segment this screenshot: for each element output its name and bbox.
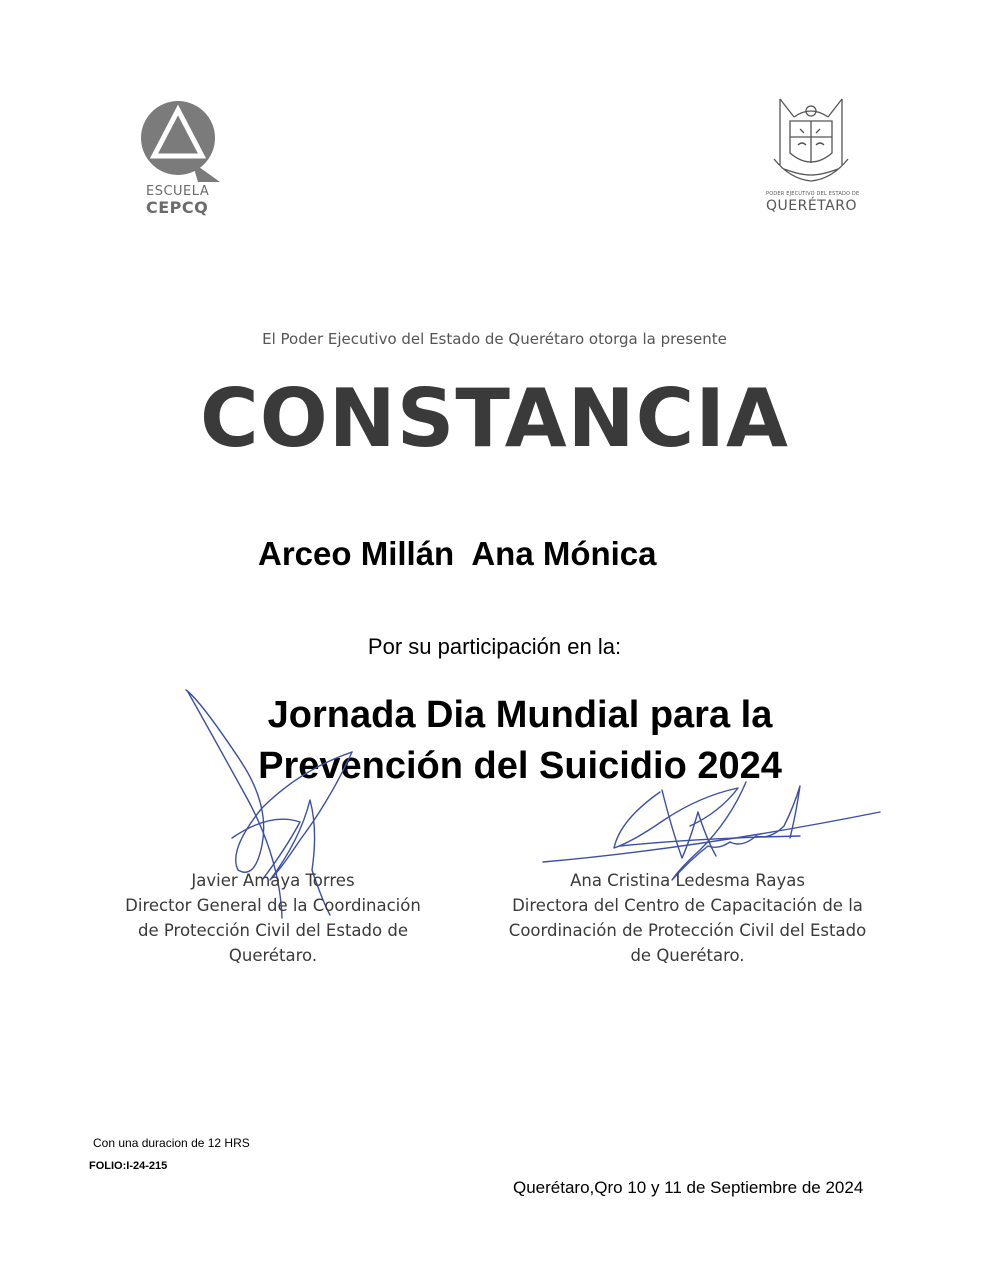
signatory-role: Director General de la Coordinación bbox=[125, 896, 421, 915]
right-signature-stroke bbox=[662, 790, 716, 858]
logo-government-label: PODER EJECUTIVO DEL ESTADO DE bbox=[766, 191, 860, 197]
folio-number: FOLIO:I-24-215 bbox=[89, 1160, 168, 1172]
logo-school-name: CEPCQ bbox=[146, 198, 209, 217]
signatory-right bbox=[495, 868, 880, 968]
certificate-title: CONSTANCIA bbox=[200, 372, 789, 465]
right-signature-stroke bbox=[614, 788, 738, 848]
event-name bbox=[170, 690, 870, 792]
place-and-date: Querétaro,Qro 10 y 11 de Septiembre de 2024 bbox=[513, 1178, 864, 1197]
signatory-role: Directora del Centro de Capacitación de la bbox=[512, 896, 863, 915]
signatory-role: Querétaro. bbox=[228, 946, 318, 965]
signatory-name: Javier Amaya Torres bbox=[191, 871, 355, 890]
course-duration: Con una duracion de 12 HRS bbox=[93, 1136, 250, 1150]
signatory-role: de Protección Civil del Estado de bbox=[138, 921, 408, 940]
signatory-role: de Querétaro. bbox=[630, 946, 745, 965]
participation-text: Por su participación en la: bbox=[367, 634, 622, 659]
signatory-role: Coordinación de Protección Civil del Estado bbox=[508, 921, 867, 940]
right-signature-stroke bbox=[543, 812, 880, 862]
signatory-left bbox=[108, 868, 438, 968]
state-coat-of-arms-icon bbox=[760, 95, 860, 187]
recipient-name: Arceo Millán Ana Mónica bbox=[258, 535, 657, 572]
signatory-name: Ana Cristina Ledesma Rayas bbox=[570, 871, 805, 890]
event-name-line1: Jornada Dia Mundial para la bbox=[267, 694, 773, 736]
right-signature-stroke bbox=[672, 782, 800, 880]
certificate-intro: El Poder Ejecutivo del Estado de Querétaro otorga la presente bbox=[262, 330, 727, 348]
logo-school-label: ESCUELA bbox=[146, 184, 210, 199]
event-name-line2: Prevención del Suicidio 2024 bbox=[258, 745, 782, 787]
queretaro-government-logo bbox=[760, 95, 870, 220]
right-signature-stroke bbox=[620, 836, 800, 846]
cepcq-emblem-icon bbox=[140, 100, 220, 182]
escuela-cepcq-logo bbox=[138, 100, 228, 220]
logo-state-name: QUERÉTARO bbox=[766, 198, 857, 214]
